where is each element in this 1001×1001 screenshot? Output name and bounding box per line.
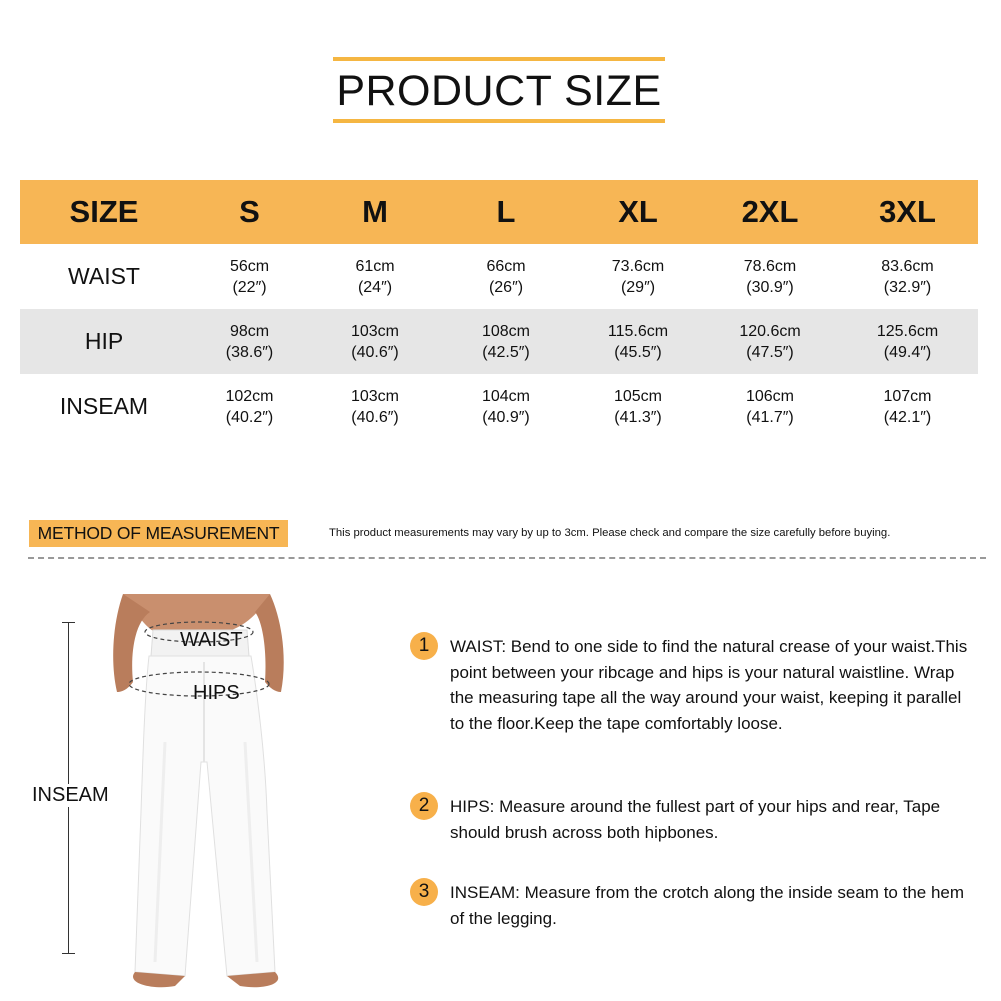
header-2xl: 2XL [741,194,799,229]
step-inseam [410,878,970,938]
header-m: M [362,194,388,229]
table-cell: 98cm (38.6″) [225,322,274,361]
step-text: WAIST: Bend to one side to find the natural crease of your waist.This point between your ribcage and hips is your natural waistline. Wrap the measuring tape all the way around your waist, keeping it parallel to the floor.Keep the tape comfortably loose. [450,637,968,733]
table-cell: 106cm (41.7″) [745,387,795,426]
table-cell: 120.6cm (47.5″) [739,322,801,361]
page-title: PRODUCT SIZE [336,67,662,115]
step-hips [410,792,970,852]
table-cell: 103cm (40.6″) [350,322,400,361]
table-cell: 104cm (40.9″) [481,387,531,426]
row-label: HIP [84,328,124,354]
step-number-badge: 3 [410,878,438,906]
table-cell: 103cm (40.6″) [350,387,400,426]
table-row-hip [20,309,978,374]
table-cell: 125.6cm (49.4″) [876,322,939,361]
header-l: L [496,194,516,229]
table-cell: 73.6cm (29″) [611,257,665,296]
row-label: INSEAM [59,393,149,419]
step-number-badge: 2 [410,792,438,820]
table-row-inseam [20,374,978,439]
inseam-label: INSEAM [32,784,109,806]
method-heading: METHOD OF MEASUREMENT [29,520,288,547]
step-number-badge: 1 [410,632,438,660]
size-table [20,180,978,439]
table-cell: 83.6cm (32.9″) [881,257,934,296]
table-cell: 56cm (22″) [229,257,270,296]
header-s: S [239,194,260,229]
table-cell: 107cm (42.1″) [883,387,932,426]
size-table-header [20,180,978,244]
table-cell: 61cm (24″) [355,257,395,296]
inseam-ruler-top-tick [62,622,75,623]
title-rule-bottom [333,119,665,123]
step-text: INSEAM: Measure from the crotch along the inside seam to the hem of the legging. [450,883,965,928]
header-3xl: 3XL [879,194,936,229]
model-pants-illustration [95,592,335,992]
waist-label: WAIST [180,629,243,651]
hips-label: HIPS [193,682,240,704]
table-cell: 102cm (40.2″) [225,387,274,426]
header-xl: XL [618,194,658,229]
dashed-divider [28,557,986,559]
table-cell: 66cm (26″) [486,257,526,296]
row-label: WAIST [68,263,140,289]
step-waist [410,632,970,762]
step-text: HIPS: Measure around the fullest part of your hips and rear, Tape should brush across both hipbones. [450,797,941,842]
table-row-waist [20,244,978,309]
table-cell: 105cm (41.3″) [613,387,663,426]
title-rule-top [333,57,665,61]
measurement-note: This product measurements may vary by up to 3cm. Please check and compare the size carefully before buying. [329,527,891,539]
header-size: SIZE [69,194,139,229]
table-cell: 115.6cm (45.5″) [607,322,669,361]
table-cell: 108cm (42.5″) [481,322,531,361]
inseam-ruler-bottom-tick [62,953,75,954]
table-cell: 78.6cm (30.9″) [743,257,797,296]
